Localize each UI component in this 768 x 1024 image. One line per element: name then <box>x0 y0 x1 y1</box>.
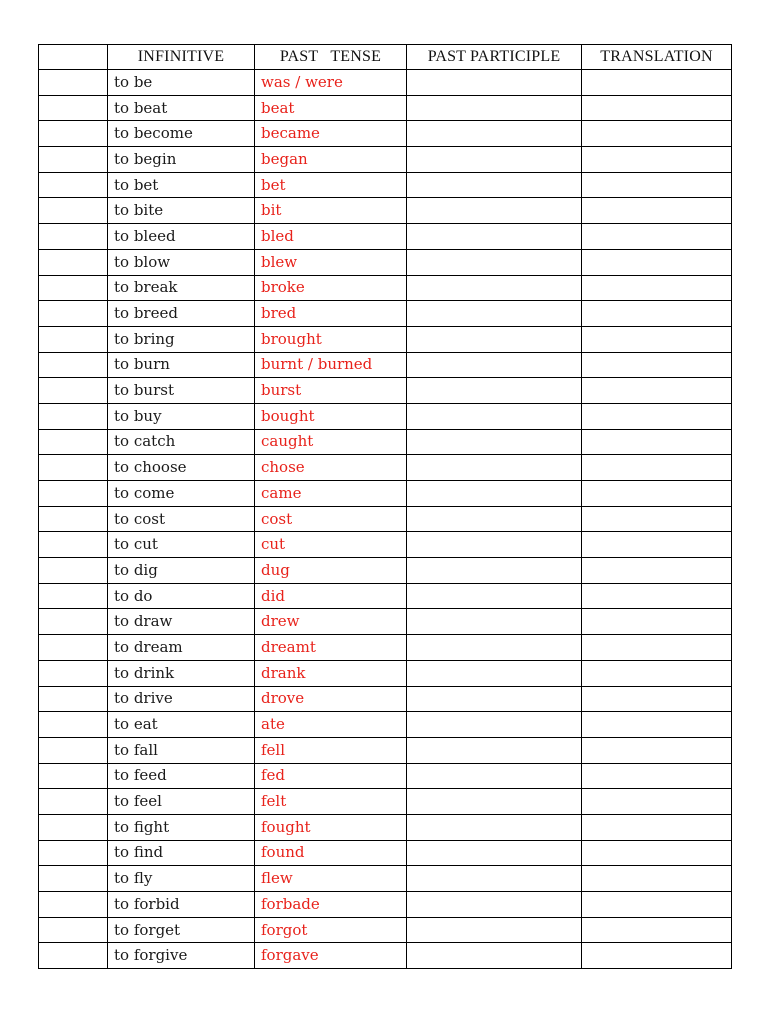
infinitive-cell: to blow <box>108 249 255 275</box>
past-participle-cell[interactable] <box>407 609 582 635</box>
row-blank-cell <box>39 814 108 840</box>
translation-cell[interactable] <box>582 917 732 943</box>
translation-cell[interactable] <box>582 532 732 558</box>
row-blank-cell <box>39 763 108 789</box>
translation-cell[interactable] <box>582 429 732 455</box>
past-tense-cell: caught <box>255 429 407 455</box>
table-row <box>39 481 732 507</box>
past-tense-cell: fell <box>255 737 407 763</box>
table-row <box>39 866 732 892</box>
row-blank-cell <box>39 481 108 507</box>
translation-cell[interactable] <box>582 609 732 635</box>
past-tense-cell: bred <box>255 301 407 327</box>
past-participle-cell[interactable] <box>407 70 582 96</box>
past-participle-cell[interactable] <box>407 532 582 558</box>
past-tense-cell: bought <box>255 403 407 429</box>
table-row <box>39 455 732 481</box>
row-blank-cell <box>39 892 108 918</box>
past-tense-cell: cost <box>255 506 407 532</box>
past-tense-cell: brought <box>255 326 407 352</box>
infinitive-cell: to dig <box>108 558 255 584</box>
past-tense-cell: dreamt <box>255 635 407 661</box>
table-row <box>39 301 732 327</box>
table-row <box>39 814 732 840</box>
translation-cell[interactable] <box>582 506 732 532</box>
infinitive-cell: to drive <box>108 686 255 712</box>
past-participle-cell[interactable] <box>407 686 582 712</box>
table-row <box>39 789 732 815</box>
past-tense-cell: forgave <box>255 943 407 969</box>
infinitive-cell: to bleed <box>108 224 255 250</box>
infinitive-cell: to break <box>108 275 255 301</box>
past-participle-cell[interactable] <box>407 301 582 327</box>
infinitive-cell: to dream <box>108 635 255 661</box>
table-row <box>39 943 732 969</box>
row-blank-cell <box>39 95 108 121</box>
row-blank-cell <box>39 224 108 250</box>
row-blank-cell <box>39 866 108 892</box>
row-blank-cell <box>39 378 108 404</box>
past-participle-cell[interactable] <box>407 352 582 378</box>
header-past-participle: PAST PARTICIPLE <box>407 45 582 70</box>
row-blank-cell <box>39 583 108 609</box>
table-row <box>39 378 732 404</box>
row-blank-cell <box>39 558 108 584</box>
translation-cell[interactable] <box>582 275 732 301</box>
row-blank-cell <box>39 840 108 866</box>
past-tense-cell: began <box>255 147 407 173</box>
past-participle-cell[interactable] <box>407 558 582 584</box>
infinitive-cell: to feel <box>108 789 255 815</box>
row-blank-cell <box>39 121 108 147</box>
header-blank <box>39 45 108 70</box>
row-blank-cell <box>39 198 108 224</box>
past-participle-cell[interactable] <box>407 121 582 147</box>
row-blank-cell <box>39 686 108 712</box>
verb-table <box>38 44 732 969</box>
past-participle-cell[interactable] <box>407 326 582 352</box>
infinitive-cell: to buy <box>108 403 255 429</box>
translation-cell[interactable] <box>582 686 732 712</box>
infinitive-cell: to forbid <box>108 892 255 918</box>
translation-cell[interactable] <box>582 301 732 327</box>
infinitive-cell: to eat <box>108 712 255 738</box>
translation-cell[interactable] <box>582 378 732 404</box>
table-row <box>39 660 732 686</box>
past-participle-cell[interactable] <box>407 943 582 969</box>
infinitive-cell: to bring <box>108 326 255 352</box>
translation-cell[interactable] <box>582 558 732 584</box>
past-tense-cell: blew <box>255 249 407 275</box>
past-tense-cell: beat <box>255 95 407 121</box>
translation-cell[interactable] <box>582 866 732 892</box>
past-tense-cell: forbade <box>255 892 407 918</box>
table-row <box>39 583 732 609</box>
row-blank-cell <box>39 917 108 943</box>
row-blank-cell <box>39 455 108 481</box>
table-row <box>39 121 732 147</box>
past-tense-cell: dug <box>255 558 407 584</box>
past-tense-cell: flew <box>255 866 407 892</box>
infinitive-cell: to draw <box>108 609 255 635</box>
infinitive-cell: to do <box>108 583 255 609</box>
infinitive-cell: to be <box>108 70 255 96</box>
past-tense-cell: drove <box>255 686 407 712</box>
table-row <box>39 763 732 789</box>
past-participle-cell[interactable] <box>407 378 582 404</box>
infinitive-cell: to feed <box>108 763 255 789</box>
infinitive-cell: to find <box>108 840 255 866</box>
translation-cell[interactable] <box>582 583 732 609</box>
table-row <box>39 326 732 352</box>
past-participle-cell[interactable] <box>407 275 582 301</box>
translation-cell[interactable] <box>582 249 732 275</box>
past-participle-cell[interactable] <box>407 712 582 738</box>
past-participle-cell[interactable] <box>407 403 582 429</box>
table-row <box>39 224 732 250</box>
table-row <box>39 249 732 275</box>
translation-cell[interactable] <box>582 789 732 815</box>
translation-cell[interactable] <box>582 814 732 840</box>
infinitive-cell: to fall <box>108 737 255 763</box>
past-tense-cell: bit <box>255 198 407 224</box>
infinitive-cell: to come <box>108 481 255 507</box>
past-participle-cell[interactable] <box>407 198 582 224</box>
translation-cell[interactable] <box>582 403 732 429</box>
past-tense-cell: came <box>255 481 407 507</box>
row-blank-cell <box>39 301 108 327</box>
table-row <box>39 917 732 943</box>
past-tense-cell: was / were <box>255 70 407 96</box>
verb-rows <box>39 70 732 969</box>
table-row <box>39 95 732 121</box>
infinitive-cell: to begin <box>108 147 255 173</box>
past-tense-cell: found <box>255 840 407 866</box>
row-blank-cell <box>39 172 108 198</box>
table-row <box>39 712 732 738</box>
translation-cell[interactable] <box>582 840 732 866</box>
infinitive-cell: to drink <box>108 660 255 686</box>
past-participle-cell[interactable] <box>407 737 582 763</box>
infinitive-cell: to forgive <box>108 943 255 969</box>
table-row <box>39 737 732 763</box>
past-tense-cell: did <box>255 583 407 609</box>
past-participle-cell[interactable] <box>407 583 582 609</box>
table-row <box>39 840 732 866</box>
past-tense-cell: drank <box>255 660 407 686</box>
header-translation: TRANSLATION <box>582 45 732 70</box>
past-participle-cell[interactable] <box>407 506 582 532</box>
past-tense-cell: ate <box>255 712 407 738</box>
past-tense-cell: broke <box>255 275 407 301</box>
row-blank-cell <box>39 403 108 429</box>
past-tense-cell: bled <box>255 224 407 250</box>
table-row <box>39 70 732 96</box>
row-blank-cell <box>39 660 108 686</box>
translation-cell[interactable] <box>582 121 732 147</box>
table-row <box>39 198 732 224</box>
row-blank-cell <box>39 70 108 96</box>
translation-cell[interactable] <box>582 481 732 507</box>
translation-cell[interactable] <box>582 455 732 481</box>
past-participle-cell[interactable] <box>407 660 582 686</box>
translation-cell[interactable] <box>582 352 732 378</box>
infinitive-cell: to cost <box>108 506 255 532</box>
translation-cell[interactable] <box>582 326 732 352</box>
row-blank-cell <box>39 249 108 275</box>
translation-cell[interactable] <box>582 712 732 738</box>
infinitive-cell: to breed <box>108 301 255 327</box>
past-participle-cell[interactable] <box>407 172 582 198</box>
table-row <box>39 558 732 584</box>
translation-cell[interactable] <box>582 95 732 121</box>
translation-cell[interactable] <box>582 70 732 96</box>
infinitive-cell: to fight <box>108 814 255 840</box>
infinitive-cell: to burst <box>108 378 255 404</box>
table-row <box>39 686 732 712</box>
row-blank-cell <box>39 943 108 969</box>
translation-cell[interactable] <box>582 737 732 763</box>
past-participle-cell[interactable] <box>407 429 582 455</box>
past-participle-cell[interactable] <box>407 892 582 918</box>
translation-cell[interactable] <box>582 198 732 224</box>
table-row <box>39 532 732 558</box>
past-participle-cell[interactable] <box>407 224 582 250</box>
infinitive-cell: to cut <box>108 532 255 558</box>
table-row <box>39 892 732 918</box>
past-participle-cell[interactable] <box>407 635 582 661</box>
header-infinitive: INFINITIVE <box>108 45 255 70</box>
table-row <box>39 609 732 635</box>
row-blank-cell <box>39 609 108 635</box>
translation-cell[interactable] <box>582 660 732 686</box>
past-tense-cell: felt <box>255 789 407 815</box>
past-participle-cell[interactable] <box>407 249 582 275</box>
table-row <box>39 172 732 198</box>
table-row <box>39 352 732 378</box>
translation-cell[interactable] <box>582 147 732 173</box>
infinitive-cell: to forget <box>108 917 255 943</box>
infinitive-cell: to bet <box>108 172 255 198</box>
table-row <box>39 506 732 532</box>
infinitive-cell: to catch <box>108 429 255 455</box>
past-tense-cell: cut <box>255 532 407 558</box>
table-row <box>39 635 732 661</box>
past-participle-cell[interactable] <box>407 481 582 507</box>
infinitive-cell: to choose <box>108 455 255 481</box>
infinitive-cell: to beat <box>108 95 255 121</box>
translation-cell[interactable] <box>582 943 732 969</box>
row-blank-cell <box>39 275 108 301</box>
past-tense-cell: became <box>255 121 407 147</box>
translation-cell[interactable] <box>582 224 732 250</box>
infinitive-cell: to fly <box>108 866 255 892</box>
table-row <box>39 147 732 173</box>
table-row <box>39 429 732 455</box>
past-tense-cell: burst <box>255 378 407 404</box>
row-blank-cell <box>39 326 108 352</box>
header-row <box>39 45 732 70</box>
past-participle-cell[interactable] <box>407 455 582 481</box>
past-participle-cell[interactable] <box>407 866 582 892</box>
infinitive-cell: to burn <box>108 352 255 378</box>
row-blank-cell <box>39 352 108 378</box>
past-tense-cell: chose <box>255 455 407 481</box>
table-row <box>39 275 732 301</box>
header-past-tense: PAST TENSE <box>255 45 407 70</box>
past-participle-cell[interactable] <box>407 840 582 866</box>
past-tense-cell: burnt / burned <box>255 352 407 378</box>
row-blank-cell <box>39 635 108 661</box>
translation-cell[interactable] <box>582 172 732 198</box>
past-tense-cell: bet <box>255 172 407 198</box>
infinitive-cell: to bite <box>108 198 255 224</box>
translation-cell[interactable] <box>582 635 732 661</box>
translation-cell[interactable] <box>582 763 732 789</box>
row-blank-cell <box>39 429 108 455</box>
row-blank-cell <box>39 506 108 532</box>
row-blank-cell <box>39 532 108 558</box>
past-tense-cell: forgot <box>255 917 407 943</box>
past-participle-cell[interactable] <box>407 917 582 943</box>
past-participle-cell[interactable] <box>407 789 582 815</box>
table-row <box>39 403 732 429</box>
row-blank-cell <box>39 737 108 763</box>
past-participle-cell[interactable] <box>407 147 582 173</box>
row-blank-cell <box>39 789 108 815</box>
translation-cell[interactable] <box>582 892 732 918</box>
past-tense-cell: fought <box>255 814 407 840</box>
past-participle-cell[interactable] <box>407 814 582 840</box>
row-blank-cell <box>39 147 108 173</box>
past-participle-cell[interactable] <box>407 763 582 789</box>
infinitive-cell: to become <box>108 121 255 147</box>
row-blank-cell <box>39 712 108 738</box>
past-participle-cell[interactable] <box>407 95 582 121</box>
past-tense-cell: drew <box>255 609 407 635</box>
past-tense-cell: fed <box>255 763 407 789</box>
